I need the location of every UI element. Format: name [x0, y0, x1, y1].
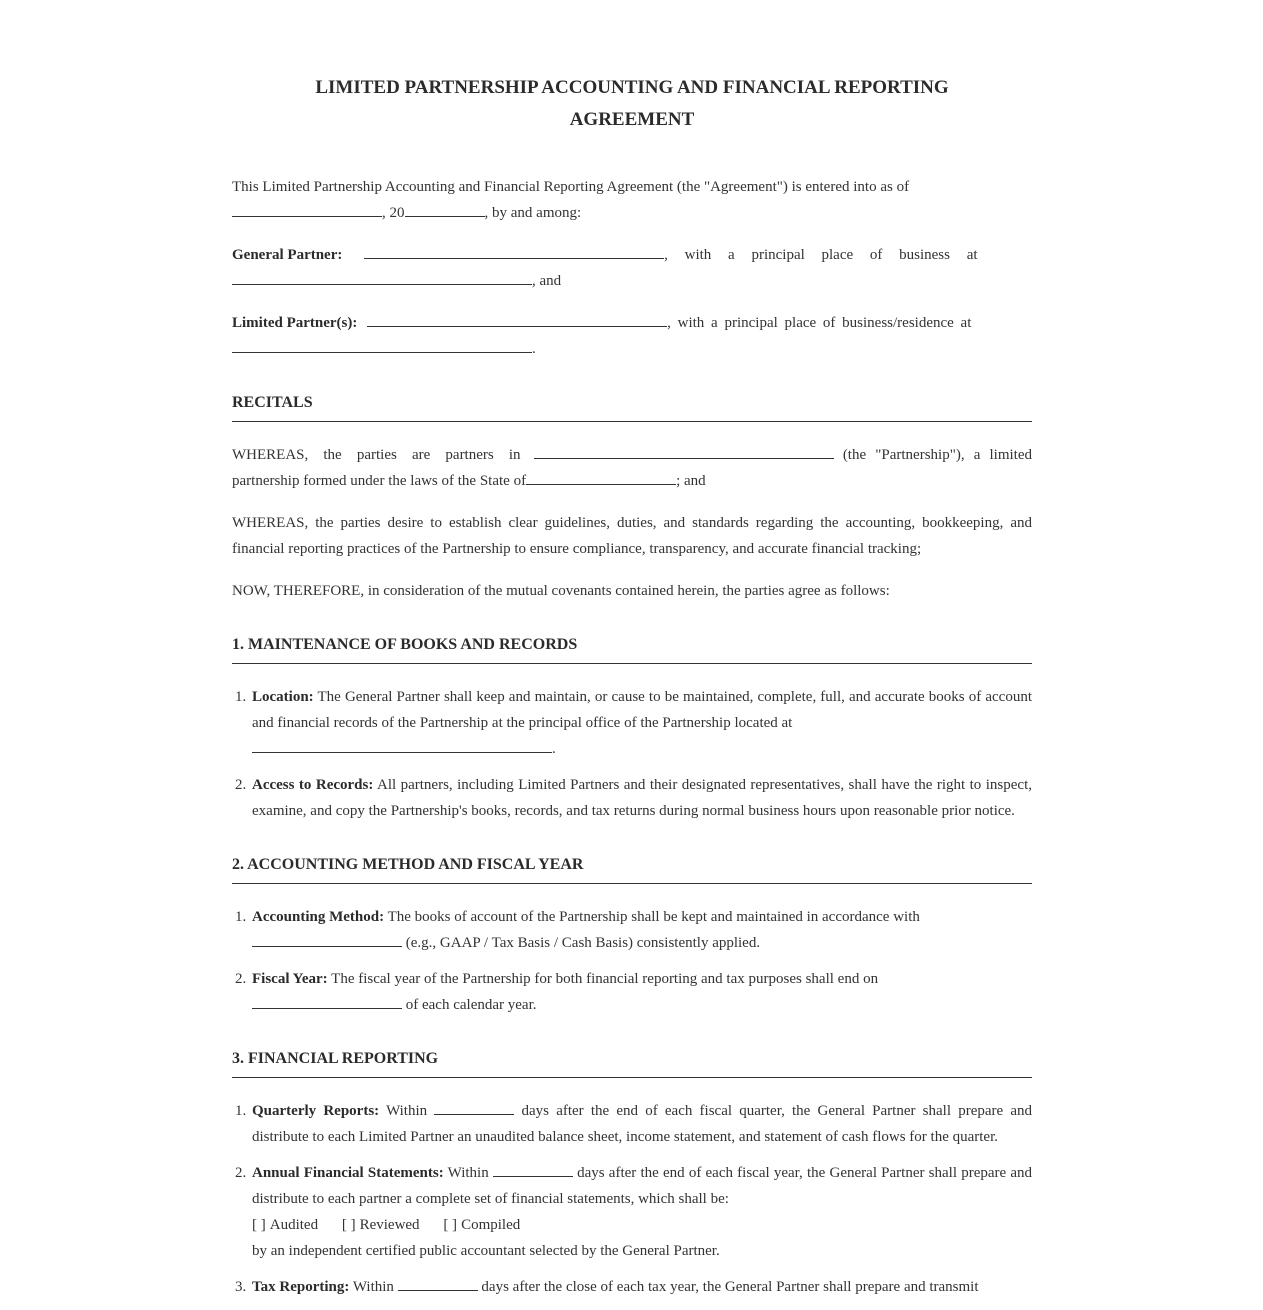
general-partner-name-blank[interactable]: [364, 242, 664, 259]
item-end: (e.g., GAAP / Tax Basis / Cash Basis) consistently applied.: [405, 935, 761, 951]
item-end: of each calendar year.: [405, 997, 537, 1013]
quarterly-days-blank[interactable]: [434, 1098, 514, 1115]
item-label: Tax Reporting:: [252, 1279, 350, 1295]
item-label: Quarterly Reports:: [252, 1103, 380, 1119]
intro-paragraph: [232, 174, 1032, 226]
item-label: Location:: [252, 689, 314, 705]
item-number: 2.: [235, 971, 247, 987]
item-text: The General Partner shall keep and maintain, or cause to be maintained, complete, full, and accurate books of account and financial records of the Partnership at the principal office of the Partnership located at: [252, 689, 1032, 731]
list-item: [232, 1098, 1032, 1150]
tax-days-blank[interactable]: [398, 1274, 478, 1291]
item-number: 2.: [235, 777, 247, 793]
recital-whereas-2: WHEREAS, the parties desire to establish clear guidelines, duties, and standards regarding the accounting, bookkeeping, and financial reporting practices of the Partnership to ensure compliance, transparency, and accurate financial tracking;: [232, 515, 1032, 557]
limited-partner-label: Limited Partner(s):: [232, 315, 358, 331]
limited-partner-address-blank[interactable]: [232, 336, 532, 353]
reviewed-checkbox[interactable]: [ ]: [341, 1217, 356, 1233]
state-blank[interactable]: [526, 468, 676, 485]
document-page: [232, 72, 1032, 1310]
list-item: [232, 966, 1032, 1018]
office-location-blank[interactable]: [252, 736, 552, 753]
intro-text: This Limited Partnership Accounting and Financial Reporting Agreement (the "Agreement") is entered into as of: [232, 179, 910, 195]
list-item: [232, 684, 1032, 762]
item-end: by an independent certified public accountant selected by the General Partner.: [252, 1243, 720, 1259]
document-title: [232, 72, 1032, 136]
item-text: All partners, including Limited Partners and their designated representatives, shall have the right to inspect, examine, and copy the Partnership's books, records, and tax returns during normal business hours upon reasonable prior notice.: [252, 777, 1032, 819]
item-label: Access to Records:: [252, 777, 374, 793]
item-number: 1.: [235, 1103, 247, 1119]
item-text: The books of account of the Partnership shall be kept and maintained in accordance with: [387, 909, 920, 925]
list-item: [232, 1160, 1032, 1264]
item-number: 1.: [235, 689, 247, 705]
item-text: The fiscal year of the Partnership for both financial reporting and tax purposes shall end on: [331, 971, 879, 987]
item-text: days after the end of each fiscal quarter, the General Partner shall prepare and distribute to each Limited Partner an unaudited balance sheet, income statement, and statement of cash flows for the quarter.: [252, 1103, 1033, 1145]
section-3-list: [232, 1098, 1032, 1300]
compiled-label: Compiled: [461, 1217, 521, 1233]
general-partner-text: , with a principal place of business at: [664, 247, 978, 263]
fiscal-year-end-blank[interactable]: [252, 992, 402, 1009]
general-partner-address-blank[interactable]: [232, 268, 532, 285]
limited-partner-name-blank[interactable]: [367, 310, 667, 327]
year-blank[interactable]: [405, 200, 485, 217]
title-line-2: AGREEMENT: [569, 109, 695, 130]
item-text: days after the end of each fiscal year, the General Partner shall prepare and distribute to each partner a complete set of financial statements, which shall be:: [252, 1165, 1033, 1207]
intro-year-prefix: , 20: [382, 205, 405, 221]
recital-1-text-c: ; and: [676, 473, 706, 489]
list-item: [232, 772, 1032, 824]
item-number: 2.: [235, 1165, 247, 1181]
reviewed-label: Reviewed: [359, 1217, 420, 1233]
recital-1-text-a: WHEREAS, the parties are partners in: [232, 447, 521, 463]
item-text: Within: [447, 1165, 489, 1181]
partnership-name-blank[interactable]: [534, 442, 834, 459]
compiled-checkbox[interactable]: [ ]: [443, 1217, 458, 1233]
item-number: 3.: [235, 1279, 247, 1295]
audited-checkbox[interactable]: [ ]: [252, 1217, 266, 1233]
section-1-heading: 1. MAINTENANCE OF BOOKS AND RECORDS: [232, 634, 1032, 664]
recitals-heading: RECITALS: [232, 392, 1032, 422]
section-3-heading: 3. FINANCIAL REPORTING: [232, 1048, 1032, 1078]
limited-partner-period: .: [532, 341, 536, 357]
section-2-heading: 2. ACCOUNTING METHOD AND FISCAL YEAR: [232, 854, 1032, 884]
general-partner-label: General Partner:: [232, 247, 343, 263]
date-blank[interactable]: [232, 200, 382, 217]
recital-whereas-1: [232, 442, 1032, 494]
accounting-method-blank[interactable]: [252, 930, 402, 947]
list-item: [232, 1274, 1032, 1300]
item-label: Fiscal Year:: [252, 971, 328, 987]
item-text: Within: [352, 1279, 394, 1295]
intro-tail: , by and among:: [484, 205, 582, 221]
list-item: [232, 904, 1032, 956]
audited-label: Audited: [269, 1217, 319, 1233]
section-2-list: [232, 904, 1032, 1018]
limited-partner-paragraph: [232, 310, 1032, 362]
item-label: Annual Financial Statements:: [252, 1165, 444, 1181]
statement-type-options: [252, 1212, 1032, 1238]
item-text: Within: [386, 1103, 428, 1119]
title-line-1: LIMITED PARTNERSHIP ACCOUNTING AND FINANCIAL REPORTING: [315, 77, 949, 98]
annual-days-blank[interactable]: [493, 1160, 573, 1177]
now-therefore-paragraph: NOW, THEREFORE, in consideration of the mutual covenants contained herein, the parties agree as follows:: [232, 583, 890, 599]
item-label: Accounting Method:: [252, 909, 385, 925]
item-number: 1.: [235, 909, 247, 925]
general-partner-and: , and: [532, 273, 562, 289]
item-text: days after the close of each tax year, the General Partner shall prepare and transmit: [481, 1279, 979, 1295]
limited-partner-text: , with a principal place of business/residence at: [667, 315, 972, 331]
recital-1-text-b: (the "Partnership"), a limited partnership formed under the laws of the State of: [232, 447, 1033, 489]
item-end: .: [552, 741, 556, 757]
section-1-list: [232, 684, 1032, 824]
general-partner-paragraph: [232, 242, 1032, 294]
